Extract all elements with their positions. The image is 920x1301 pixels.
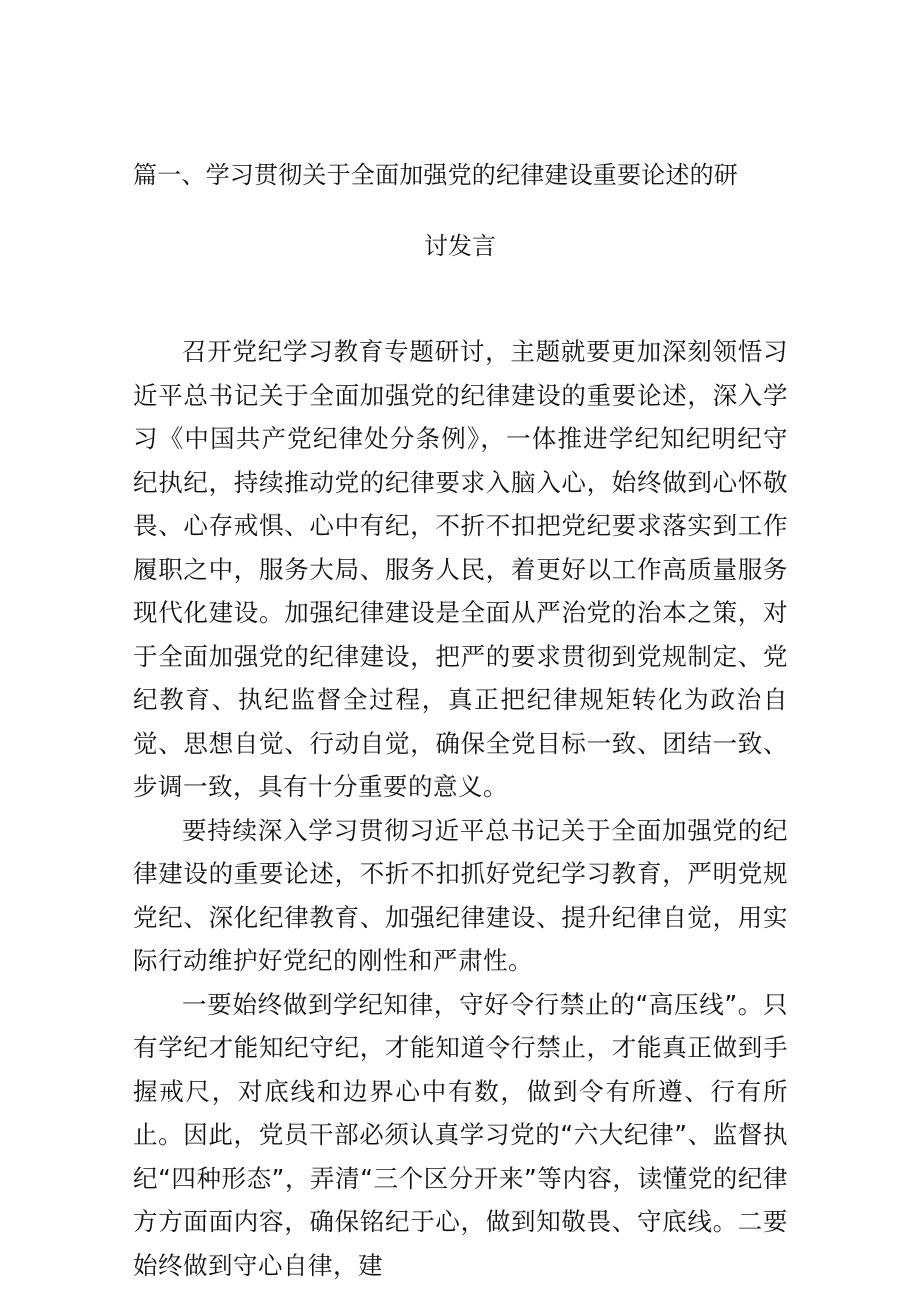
paragraph-1: 召开党纪学习教育专题研讨，主题就要更加深刻领悟习近平总书记关于全面加强党的纪律建设的重要论述，深入学习《中国共产党纪律处分条例》，一体推进学纪知纪明纪守纪执纪，持续推动党的纪律要求入脑入心，始终做到心怀敬畏、心存戒惧、心中有纪，不折不扣把党纪要求落实到工作履职之中，服务大局、服务人民，着更好以工作高质量服务现代化建设。加强纪律建设是全面从严治党的治本之策，对于全面加强党的纪律建设，把严的要求贯彻到党规制定、党纪教育、执纪监督全过程，真正把纪律规矩转化为政治自觉、思想自觉、行动自觉，确保全党目标一致、团结一致、步调一致，具有十分重要的意义。 xyxy=(133,337,788,801)
document-title-line-1: 篇一、学习贯彻关于全面加强党的纪律建设重要论述的研 xyxy=(133,161,738,189)
document-title-line-2: 讨发言 xyxy=(424,232,496,260)
paragraph-2: 要持续深入学习贯彻习近平总书记关于全面加强党的纪律建设的重要论述，不折不扣抓好党纪学习教育，严明党规党纪、深化纪律教育、加强纪律建设、提升纪律自觉，用实际行动维护好党纪的刚性和严肃性。 xyxy=(133,815,788,975)
paragraph-3: 一要始终做到学纪知律，守好令行禁止的“高压线”。只有学纪才能知纪守纪，才能知道令行禁止，才能真正做到手握戒尺，对底线和边界心中有数，做到令有所遵、行有所止。因此，党员干部必须认真学习党的“六大纪律”、监督执纪“四种形态”，弄清“三个区分开来”等内容，读懂党的纪律方方面面内容，确保铭纪于心，做到知敬畏、守底线。二要始终做到守心自律，建 xyxy=(133,989,788,1280)
document-body xyxy=(133,330,788,1287)
